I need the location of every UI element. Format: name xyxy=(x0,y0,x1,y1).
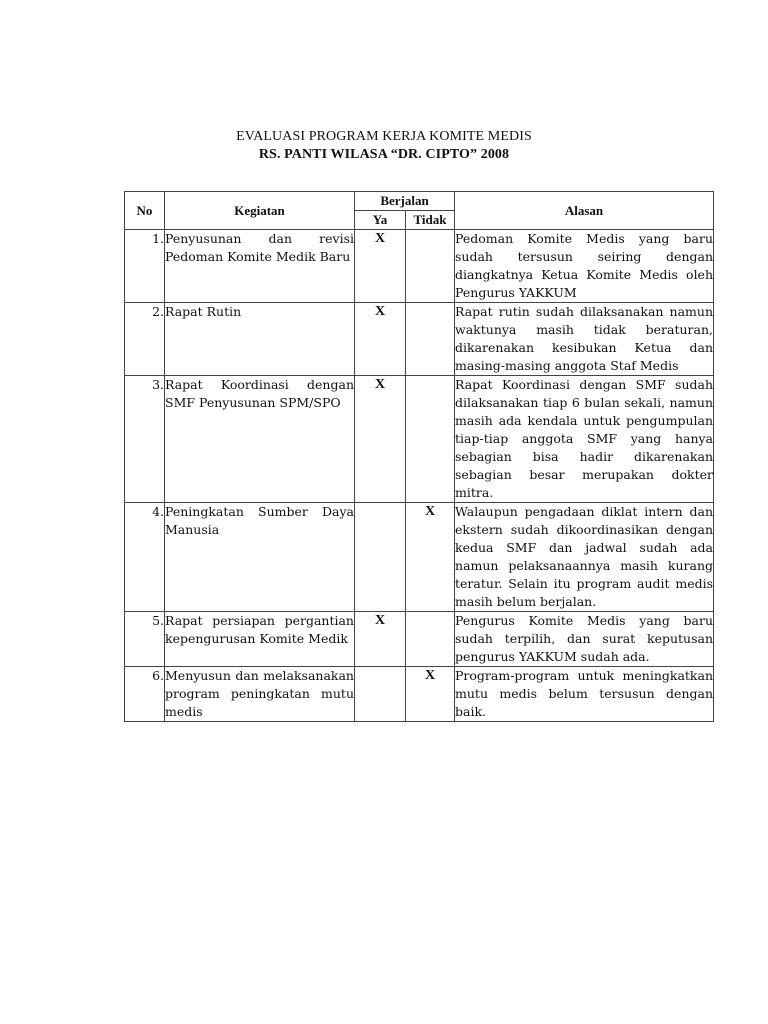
row-kegiatan: Penyusunan dan revisi Pedoman Komite Medik Baru xyxy=(165,230,355,303)
row-number: 3. xyxy=(125,376,165,503)
row-number: 2. xyxy=(125,303,165,376)
row-ya-mark: X xyxy=(355,612,406,667)
document-title: EVALUASI PROGRAM KERJA KOMITE MEDIS xyxy=(236,129,532,144)
row-kegiatan: Rapat Koordinasi dengan SMF Penyusunan SPM/SPO xyxy=(165,376,355,503)
document-subtitle: RS. PANTI WILASA “DR. CIPTO” 2008 xyxy=(258,147,510,162)
row-alasan: Walaupun pengadaan diklat intern dan ekstern sudah dikoordinasikan dengan kedua SMF dan jadwal sudah ada namun pelaksanaannya masih kurang teratur. Selain itu program audit medis masih belum berjalan. xyxy=(455,503,714,612)
row-kegiatan: Peningkatan Sumber Daya Manusia xyxy=(165,503,355,612)
row-alasan: Rapat Koordinasi dengan SMF sudah dilaksanakan tiap 6 bulan sekali, namun masih ada kendala untuk pengumpulan tiap-tiap anggota SMF yang hanya sebagian bisa hadir dikarenakan sebagian besar merupakan dokter mitra. xyxy=(455,376,714,503)
row-tidak-mark: X xyxy=(406,667,455,722)
row-number: 1. xyxy=(125,230,165,303)
table-row xyxy=(125,503,714,612)
table-row xyxy=(125,230,714,303)
evaluation-table xyxy=(124,191,714,722)
table-row xyxy=(125,376,714,503)
row-alasan: Pengurus Komite Medis yang baru sudah terpilih, dan surat keputusan pengurus YAKKUM sudah ada. xyxy=(455,612,714,667)
row-tidak-mark xyxy=(406,230,455,303)
table-row xyxy=(125,667,714,722)
row-alasan: Pedoman Komite Medis yang baru sudah tersusun seiring dengan diangkatnya Ketua Komite Medis oleh Pengurus YAKKUM xyxy=(455,230,714,303)
row-ya-mark: X xyxy=(355,376,406,503)
row-alasan: Rapat rutin sudah dilaksanakan namun waktunya masih tidak beraturan, dikarenakan kesibukan Ketua dan masing-masing anggota Staf Medis xyxy=(455,303,714,376)
column-header-tidak: Tidak xyxy=(406,211,455,230)
row-tidak-mark xyxy=(406,376,455,503)
column-header-ya: Ya xyxy=(355,211,406,230)
table-row xyxy=(125,612,714,667)
column-header-alasan: Alasan xyxy=(455,192,714,230)
column-header-no: No xyxy=(125,192,165,230)
row-tidak-mark xyxy=(406,303,455,376)
row-ya-mark xyxy=(355,667,406,722)
row-ya-mark: X xyxy=(355,230,406,303)
row-number: 5. xyxy=(125,612,165,667)
row-kegiatan: Rapat persiapan pergantian kepengurusan Komite Medik xyxy=(165,612,355,667)
row-alasan: Program-program untuk meningkatkan mutu medis belum tersusun dengan baik. xyxy=(455,667,714,722)
row-tidak-mark: X xyxy=(406,503,455,612)
row-number: 4. xyxy=(125,503,165,612)
column-header-berjalan: Berjalan xyxy=(355,192,455,211)
row-kegiatan: Rapat Rutin xyxy=(165,303,355,376)
row-kegiatan: Menyusun dan melaksanakan program peningkatan mutu medis xyxy=(165,667,355,722)
row-ya-mark: X xyxy=(355,303,406,376)
row-ya-mark xyxy=(355,503,406,612)
column-header-kegiatan: Kegiatan xyxy=(165,192,355,230)
table-row xyxy=(125,303,714,376)
row-tidak-mark xyxy=(406,612,455,667)
row-number: 6. xyxy=(125,667,165,722)
